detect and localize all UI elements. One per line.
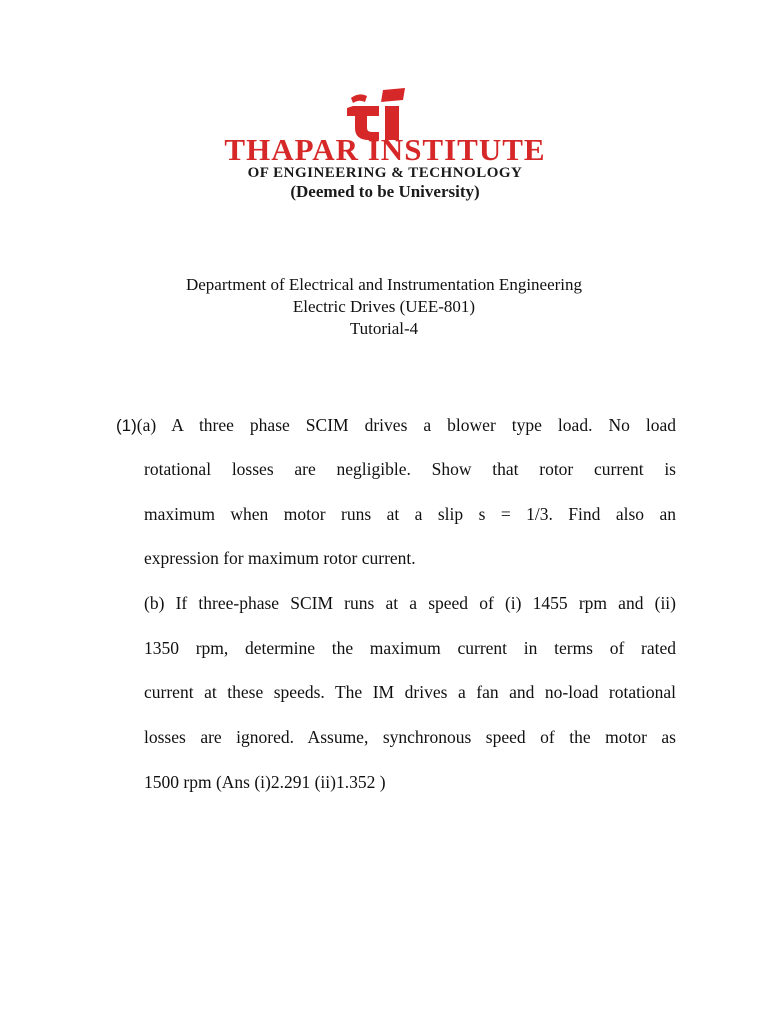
question-line: rotational losses are negligible. Show that rotor current is bbox=[144, 459, 676, 479]
institute-logo bbox=[0, 78, 768, 208]
question-line: (b) If three-phase SCIM runs at a speed of (i) 1455 rpm and (ii) bbox=[144, 593, 676, 613]
question-number: (1) bbox=[116, 416, 137, 435]
institute-subtitle: OF ENGINEERING & TECHNOLOGY bbox=[247, 165, 523, 181]
question-line: (1)(a) A three phase SCIM drives a blower type load. No load bbox=[116, 415, 676, 435]
question-line: losses are ignored. Assume, synchronous speed of the motor as bbox=[144, 727, 676, 747]
question-line: maximum when motor runs at a slip s = 1/3. Find also an bbox=[144, 504, 676, 524]
question-line: 1500 rpm (Ans (i)2.291 (ii)1.352 ) bbox=[144, 772, 386, 792]
question-line: expression for maximum rotor current. bbox=[144, 548, 416, 568]
document-header bbox=[0, 274, 768, 340]
department-title: Department of Electrical and Instrumentation Engineering bbox=[185, 275, 583, 294]
question-line: current at these speeds. The IM drives a fan and no-load rotational bbox=[144, 682, 676, 702]
institute-status: (Deemed to be University) bbox=[290, 182, 480, 201]
course-title: Electric Drives (UEE-801) bbox=[292, 297, 476, 316]
institute-name: THAPAR INSTITUTE bbox=[224, 132, 546, 167]
question-line: 1350 rpm, determine the maximum current in terms of rated bbox=[144, 638, 676, 658]
tutorial-title: Tutorial-4 bbox=[349, 319, 419, 338]
